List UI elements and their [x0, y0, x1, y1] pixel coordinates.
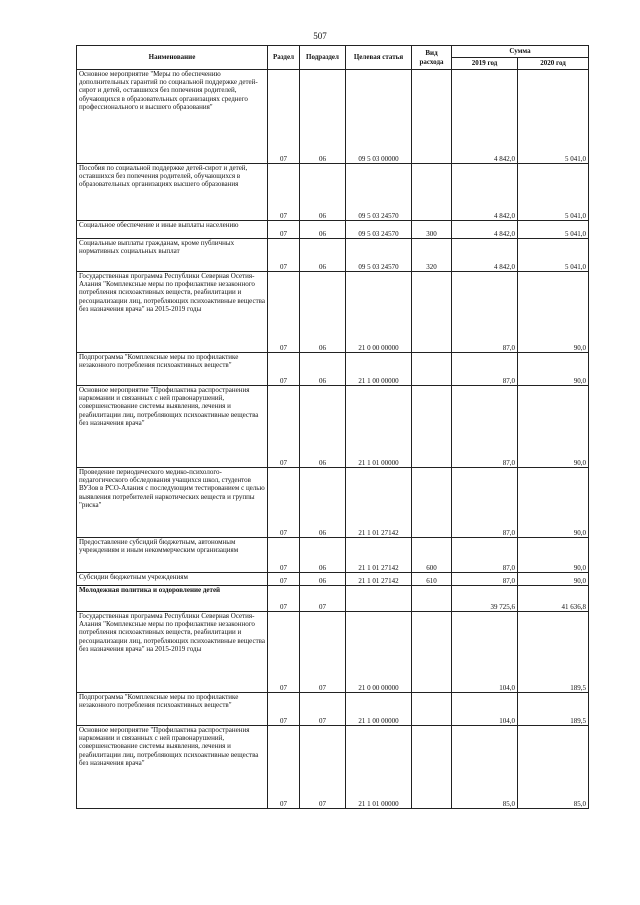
- row-name: Социальные выплаты гражданам, кроме публичных нормативных социальных выплат: [77, 239, 268, 272]
- table-row: [77, 239, 589, 272]
- row-sum-2020: 189,5: [518, 612, 589, 693]
- row-sum-2020: 90,0: [518, 272, 589, 353]
- row-sum-2019: 104,0: [452, 612, 518, 693]
- row-target: 21 1 01 27142: [346, 573, 412, 586]
- row-sum-2019: 87,0: [452, 538, 518, 573]
- row-name: Субсидии бюджетным учреждениям: [77, 573, 268, 586]
- row-name: Основное мероприятие "Профилактика распространения наркомании и связанных с ней правонарушений, совершенствование системы выявления, лечения и реабилитации лиц, потребляющих психоактивные вещества без назначения врача": [77, 726, 268, 809]
- row-subsection: 06: [300, 573, 346, 586]
- row-section: 07: [268, 468, 300, 538]
- row-target: 09 5 03 00000: [346, 70, 412, 164]
- row-subsection: 06: [300, 221, 346, 239]
- row-subsection: 07: [300, 726, 346, 809]
- row-target: 09 5 03 24570: [346, 239, 412, 272]
- row-subsection: 06: [300, 70, 346, 164]
- row-target: 09 5 03 24570: [346, 221, 412, 239]
- row-sum-2019: 87,0: [452, 353, 518, 386]
- page-number: 507: [313, 31, 327, 41]
- table-row: [77, 353, 589, 386]
- row-subsection: 06: [300, 164, 346, 221]
- row-name: Основное мероприятие "Профилактика распространения наркомании и связанных с ней правонарушений, совершенствование системы выявления, лечения и реабилитации лиц, потребляющих психоактивные вещества без назначения врача": [77, 386, 268, 468]
- header-name: Наименование: [77, 46, 268, 70]
- row-name: Государственная программа Республики Северная Осетия-Алания "Комплексные меры по профилактике незаконного потребления психоактивных веществ, реабилитации и ресоциализации лиц, потребляющих психоактивные вещества без назначения врача" на 2015-2019 годы: [77, 272, 268, 353]
- row-section: 07: [268, 693, 300, 726]
- row-section: 07: [268, 612, 300, 693]
- header-target: Целевая статья: [346, 46, 412, 70]
- row-target: 21 0 00 00000: [346, 612, 412, 693]
- header-year-2019: 2019 год: [452, 58, 518, 70]
- row-target: 09 5 03 24570: [346, 164, 412, 221]
- row-sum-2019: 87,0: [452, 468, 518, 538]
- table-row: [77, 164, 589, 221]
- row-name: Социальное обеспечение и иные выплаты населению: [77, 221, 268, 239]
- row-expense-type: [412, 272, 452, 353]
- row-subsection: 06: [300, 538, 346, 573]
- row-name: Пособия по социальной поддержке детей-сирот и детей, оставшихся без попечения родителей, обучающихся в образовательных организациях высшего образования: [77, 164, 268, 221]
- row-expense-type: [412, 164, 452, 221]
- row-sum-2019: 85,0: [452, 726, 518, 809]
- row-expense-type: [412, 726, 452, 809]
- row-expense-type: [412, 386, 452, 468]
- row-sum-2020: 41 636,8: [518, 586, 589, 612]
- row-sum-2019: 4 842,0: [452, 70, 518, 164]
- row-name: Проведение периодического медико-психолого-педагогического обследования учащихся школ, студентов ВУЗов в РСО-Алания с последующим тестированием с целью выявления потребителей наркотических веществ и группы "риска": [77, 468, 268, 538]
- header-section: Раздел: [268, 46, 300, 70]
- row-expense-type: [412, 612, 452, 693]
- row-sum-2019: 4 842,0: [452, 164, 518, 221]
- row-section: 07: [268, 221, 300, 239]
- row-name: Предоставление субсидий бюджетным, автономным учреждениям и иным некоммерческим организациям: [77, 538, 268, 573]
- row-sum-2019: 87,0: [452, 386, 518, 468]
- row-expense-type: [412, 70, 452, 164]
- row-target: 21 0 00 00000: [346, 272, 412, 353]
- row-subsection: 06: [300, 468, 346, 538]
- row-target: [346, 586, 412, 612]
- row-section: 07: [268, 353, 300, 386]
- row-section: 07: [268, 239, 300, 272]
- row-section: 07: [268, 586, 300, 612]
- row-expense-type: 600: [412, 538, 452, 573]
- row-sum-2020: 5 041,0: [518, 239, 589, 272]
- row-sum-2020: 90,0: [518, 353, 589, 386]
- row-section: 07: [268, 386, 300, 468]
- row-subsection: 07: [300, 693, 346, 726]
- row-sum-2019: 87,0: [452, 272, 518, 353]
- row-section: 07: [268, 70, 300, 164]
- row-section: 07: [268, 272, 300, 353]
- row-sum-2020: 90,0: [518, 386, 589, 468]
- row-section: 07: [268, 538, 300, 573]
- row-target: 21 1 01 27142: [346, 468, 412, 538]
- row-sum-2020: 90,0: [518, 573, 589, 586]
- row-target: 21 1 01 00000: [346, 726, 412, 809]
- row-section: 07: [268, 164, 300, 221]
- table-row: [77, 726, 589, 809]
- row-expense-type: 610: [412, 573, 452, 586]
- row-subsection: 06: [300, 272, 346, 353]
- table-row: [77, 586, 589, 612]
- row-expense-type: 320: [412, 239, 452, 272]
- table-row: [77, 272, 589, 353]
- row-sum-2020: 90,0: [518, 468, 589, 538]
- row-sum-2020: 189,5: [518, 693, 589, 726]
- row-name: Молодежная политика и оздоровление детей: [77, 586, 268, 612]
- table-row: [77, 612, 589, 693]
- row-name: Подпрограмма "Комплексные меры по профилактике незаконного потребления психоактивных веществ": [77, 693, 268, 726]
- table-row: [77, 538, 589, 573]
- row-expense-type: [412, 586, 452, 612]
- row-expense-type: 300: [412, 221, 452, 239]
- row-expense-type: [412, 468, 452, 538]
- row-subsection: 06: [300, 239, 346, 272]
- row-sum-2019: 39 725,6: [452, 586, 518, 612]
- row-sum-2019: 87,0: [452, 573, 518, 586]
- table-row: [77, 221, 589, 239]
- row-sum-2020: 90,0: [518, 538, 589, 573]
- row-target: 21 1 01 00000: [346, 386, 412, 468]
- budget-table: [76, 45, 589, 809]
- row-sum-2020: 85,0: [518, 726, 589, 809]
- row-section: 07: [268, 726, 300, 809]
- header-sum: Сумма: [452, 46, 589, 58]
- header-subsection: Подраздел: [300, 46, 346, 70]
- row-name: Подпрограмма "Комплексные меры по профилактике незаконного потребления психоактивных веществ": [77, 353, 268, 386]
- row-name: Государственная программа Республики Северная Осетия-Алания "Комплексные меры по профилактике незаконного потребления психоактивных веществ, реабилитации и ресоциализации лиц, потребляющих психоактивные вещества без назначения врача" на 2015-2019 годы: [77, 612, 268, 693]
- row-expense-type: [412, 353, 452, 386]
- table-row: [77, 573, 589, 586]
- row-subsection: 06: [300, 386, 346, 468]
- row-subsection: 07: [300, 586, 346, 612]
- table-body: [77, 70, 589, 809]
- row-sum-2020: 5 041,0: [518, 70, 589, 164]
- row-section: 07: [268, 573, 300, 586]
- row-subsection: 07: [300, 612, 346, 693]
- table-row: [77, 70, 589, 164]
- row-sum-2020: 5 041,0: [518, 164, 589, 221]
- header-expense-type: Вид расхода: [412, 46, 452, 70]
- header-year-2020: 2020 год: [518, 58, 589, 70]
- row-subsection: 06: [300, 353, 346, 386]
- row-expense-type: [412, 693, 452, 726]
- row-target: 21 1 00 00000: [346, 353, 412, 386]
- row-target: 21 1 00 00000: [346, 693, 412, 726]
- row-sum-2020: 5 041,0: [518, 221, 589, 239]
- row-sum-2019: 4 842,0: [452, 221, 518, 239]
- row-target: 21 1 01 27142: [346, 538, 412, 573]
- row-sum-2019: 104,0: [452, 693, 518, 726]
- row-sum-2019: 4 842,0: [452, 239, 518, 272]
- table-row: [77, 693, 589, 726]
- row-name: Основное мероприятие "Меры по обеспечению дополнительных гарантий по социальной поддержке детей-сирот и детей, оставшихся без попечения родителей, обучающихся в образовательных организациях среднего профессионального и высшего образования": [77, 70, 268, 164]
- table-row: [77, 468, 589, 538]
- table-row: [77, 386, 589, 468]
